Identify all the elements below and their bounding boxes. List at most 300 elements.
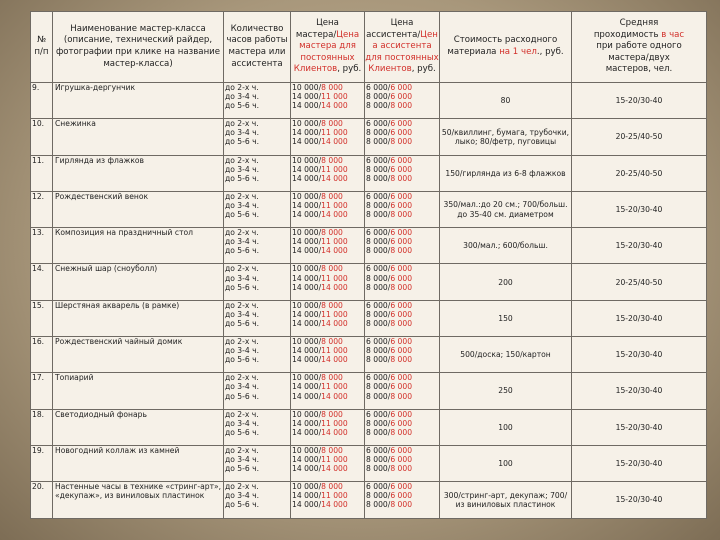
duration-value: до 2-х ч. [225, 83, 259, 92]
price-regular: 6 000 [390, 382, 413, 392]
row-number: 17. [31, 373, 53, 409]
duration-value: до 3-4 ч. [225, 273, 260, 283]
price-regular: 14 000 [321, 137, 348, 147]
price-regular: 6 000 [390, 346, 413, 356]
assistant-price-cell [365, 155, 440, 191]
price-line [365, 419, 439, 428]
assistant-price-cell [365, 409, 440, 445]
price-regular: 6 000 [390, 228, 413, 238]
table-row [31, 83, 707, 119]
master-class-link[interactable]: Снежинка [53, 119, 224, 155]
price-base: 10 000/ [292, 264, 322, 274]
price-base: 8 000/ [366, 318, 391, 328]
price-line [365, 392, 439, 401]
material-cost: 100 [440, 445, 572, 481]
price-base: 8 000/ [366, 491, 391, 501]
master-price-cell [291, 337, 365, 373]
price-regular: 11 000 [321, 273, 348, 283]
price-line [291, 428, 364, 437]
price-line [291, 455, 364, 464]
price-line [291, 310, 364, 319]
price-regular: 14 000 [321, 210, 348, 220]
price-line [365, 174, 439, 183]
price-base: 14 000/ [292, 382, 322, 392]
master-price-cell [291, 191, 365, 227]
master-price-cell [291, 264, 365, 300]
row-number: 14. [31, 264, 53, 300]
row-number: 11. [31, 155, 53, 191]
price-line [291, 210, 364, 219]
master-class-link[interactable]: Композиция на праздничный стол [53, 228, 224, 264]
price-base: 8 000/ [366, 355, 391, 365]
price-base: 6 000/ [366, 83, 391, 92]
price-line [365, 319, 439, 328]
price-base: 14 000/ [292, 309, 322, 319]
price-regular: 6 000 [390, 119, 413, 129]
price-base: 8 000/ [366, 128, 391, 138]
price-base: 8 000/ [366, 391, 391, 401]
price-base: 6 000/ [366, 482, 391, 492]
price-line [291, 446, 364, 455]
assistant-price-cell [365, 373, 440, 409]
header-capacity: Средняя проходимость в час при работе одного мастера/двух мастеров, чел. [572, 12, 707, 83]
price-base: 6 000/ [366, 373, 391, 383]
price-base: 6 000/ [366, 228, 391, 238]
price-base: 14 000/ [292, 101, 322, 111]
price-regular: 8 000 [390, 391, 413, 401]
header-material: Стоимость расходного материала на 1 чел., руб. [440, 12, 572, 83]
assistant-price-cell [365, 482, 440, 518]
table-row [31, 337, 707, 373]
price-line [365, 482, 439, 491]
price-line [365, 128, 439, 137]
price-base: 10 000/ [292, 445, 322, 455]
table-row [31, 155, 707, 191]
capacity-value: 15-20/30-40 [572, 445, 707, 481]
duration-cell [224, 300, 291, 336]
price-base: 8 000/ [366, 200, 391, 210]
price-base: 6 000/ [366, 119, 391, 129]
price-table-sheet [30, 11, 706, 518]
price-base: 14 000/ [292, 427, 322, 437]
price-regular: 14 000 [321, 464, 348, 474]
price-base: 14 000/ [292, 455, 322, 465]
assistant-price-cell [365, 83, 440, 119]
price-regular: 6 000 [390, 128, 413, 138]
price-regular: 11 000 [321, 309, 348, 319]
price-regular: 6 000 [390, 418, 413, 428]
price-base: 8 000/ [366, 164, 391, 174]
price-base: 8 000/ [366, 92, 391, 102]
price-line [365, 382, 439, 391]
price-line [365, 264, 439, 273]
table-row [31, 228, 707, 264]
master-class-link[interactable]: Топиарий [53, 373, 224, 409]
price-line [291, 119, 364, 128]
duration-cell [224, 191, 291, 227]
price-regular: 6 000 [390, 445, 413, 455]
price-line [291, 156, 364, 165]
table-row [31, 264, 707, 300]
material-cost: 100 [440, 409, 572, 445]
price-base: 8 000/ [366, 101, 391, 111]
price-line [365, 500, 439, 509]
price-line [365, 156, 439, 165]
duration-value: до 3-4 ч. [225, 309, 260, 319]
price-base: 8 000/ [366, 455, 391, 465]
price-regular: 6 000 [390, 337, 413, 347]
price-line [365, 165, 439, 174]
duration-cell [224, 445, 291, 481]
price-line [291, 491, 364, 500]
capacity-value: 15-20/30-40 [572, 482, 707, 518]
capacity-value: 20-25/40-50 [572, 264, 707, 300]
price-line [365, 119, 439, 128]
price-regular: 8 000 [321, 482, 343, 492]
price-regular: 8 000 [321, 300, 343, 310]
master-price-cell [291, 409, 365, 445]
capacity-value: 15-20/30-40 [572, 409, 707, 445]
header-hours: Количество часов работы мастера или ассистента [224, 12, 291, 83]
price-regular: 8 000 [321, 409, 343, 419]
price-regular: 8 000 [321, 228, 343, 238]
price-line [291, 464, 364, 473]
price-base: 14 000/ [292, 355, 322, 365]
price-line [365, 192, 439, 201]
row-number: 20. [31, 482, 53, 518]
price-regular: 6 000 [390, 300, 413, 310]
price-line [291, 237, 364, 246]
price-base: 8 000/ [366, 418, 391, 428]
price-regular: 6 000 [390, 164, 413, 174]
price-regular: 8 000 [390, 355, 413, 365]
price-regular: 8 000 [321, 264, 343, 274]
master-class-link[interactable]: Новогодний коллаж из камней [53, 445, 224, 481]
assistant-price-cell [365, 264, 440, 300]
price-line [291, 355, 364, 364]
row-number: 19. [31, 445, 53, 481]
price-regular: 8 000 [321, 191, 343, 201]
price-base: 6 000/ [366, 155, 391, 165]
price-line [365, 446, 439, 455]
duration-value: до 5-6 ч. [225, 246, 260, 256]
price-base: 14 000/ [292, 200, 322, 210]
price-base: 14 000/ [292, 391, 322, 401]
price-regular: 6 000 [390, 200, 413, 210]
material-cost: 50/квиллинг, бумага, трубочки, лыко; 80/фетр, пуговицы [440, 119, 572, 155]
price-line [291, 301, 364, 310]
duration-value: до 3-4 ч. [225, 455, 260, 465]
header-master-price: Цена мастера/Цена мастера для постоянных Клиентов, руб. [291, 12, 365, 83]
duration-value: до 2-х ч. [225, 264, 259, 274]
price-base: 8 000/ [366, 246, 391, 256]
price-regular: 14 000 [321, 500, 348, 510]
price-line [291, 101, 364, 110]
duration-cell [224, 373, 291, 409]
price-base: 10 000/ [292, 300, 322, 310]
material-cost: 250 [440, 373, 572, 409]
price-line [291, 92, 364, 101]
price-regular: 6 000 [390, 409, 413, 419]
price-base: 8 000/ [366, 173, 391, 183]
price-line [365, 83, 439, 92]
price-base: 6 000/ [366, 445, 391, 455]
price-line [365, 455, 439, 464]
row-number: 10. [31, 119, 53, 155]
price-line [291, 319, 364, 328]
price-line [365, 410, 439, 419]
price-base: 14 000/ [292, 137, 322, 147]
table-row [31, 373, 707, 409]
price-base: 14 000/ [292, 491, 322, 501]
price-base: 10 000/ [292, 337, 322, 347]
table-row [31, 482, 707, 518]
duration-value: до 3-4 ч. [225, 237, 260, 247]
price-regular: 8 000 [390, 282, 413, 292]
master-price-cell [291, 83, 365, 119]
duration-value: до 2-х ч. [225, 373, 259, 383]
price-line [291, 201, 364, 210]
price-base: 14 000/ [292, 418, 322, 428]
duration-value: до 3-4 ч. [225, 346, 260, 356]
price-base: 14 000/ [292, 273, 322, 283]
price-regular: 6 000 [390, 482, 413, 492]
duration-value: до 3-4 ч. [225, 92, 260, 102]
price-line [291, 482, 364, 491]
duration-cell [224, 155, 291, 191]
duration-value: до 2-х ч. [225, 300, 259, 310]
price-base: 8 000/ [366, 137, 391, 147]
table-row [31, 300, 707, 336]
price-regular: 8 000 [390, 318, 413, 328]
price-base: 14 000/ [292, 237, 322, 247]
price-regular: 11 000 [321, 237, 348, 247]
price-line [291, 228, 364, 237]
price-base: 8 000/ [366, 346, 391, 356]
master-price-cell [291, 300, 365, 336]
price-base: 8 000/ [366, 464, 391, 474]
row-number: 12. [31, 191, 53, 227]
price-regular: 6 000 [390, 83, 413, 92]
master-class-link[interactable]: Шерстяная акварель (в рамке) [53, 300, 224, 336]
price-regular: 8 000 [321, 119, 343, 129]
price-line [365, 346, 439, 355]
price-line [291, 83, 364, 92]
material-cost: 80 [440, 83, 572, 119]
price-regular: 14 000 [321, 355, 348, 365]
duration-value: до 5-6 ч. [225, 210, 260, 220]
duration-value: до 5-6 ч. [225, 391, 260, 401]
assistant-price-cell [365, 337, 440, 373]
price-base: 8 000/ [366, 382, 391, 392]
material-cost: 500/доска; 150/картон [440, 337, 572, 373]
price-line [365, 491, 439, 500]
price-line [291, 165, 364, 174]
duration-value: до 5-6 ч. [225, 137, 260, 147]
price-base: 6 000/ [366, 300, 391, 310]
price-regular: 14 000 [321, 173, 348, 183]
price-line [365, 310, 439, 319]
duration-value: до 5-6 ч. [225, 500, 260, 510]
row-number: 15. [31, 300, 53, 336]
price-regular: 11 000 [321, 491, 348, 501]
duration-cell [224, 337, 291, 373]
master-price-cell [291, 482, 365, 518]
duration-value: до 5-6 ч. [225, 318, 260, 328]
price-regular: 11 000 [321, 164, 348, 174]
row-number: 13. [31, 228, 53, 264]
master-price-cell [291, 228, 365, 264]
price-line [365, 246, 439, 255]
price-regular: 8 000 [321, 445, 343, 455]
assistant-price-cell [365, 191, 440, 227]
price-line [291, 500, 364, 509]
price-base: 8 000/ [366, 427, 391, 437]
row-number: 16. [31, 337, 53, 373]
price-line [365, 201, 439, 210]
material-cost: 350/мал.:до 20 см.; 700/больш. до 35-40 см. диаметром [440, 191, 572, 227]
price-regular: 6 000 [390, 237, 413, 247]
material-cost: 200 [440, 264, 572, 300]
price-line [365, 428, 439, 437]
capacity-value: 15-20/30-40 [572, 300, 707, 336]
price-regular: 8 000 [390, 137, 413, 147]
price-regular: 14 000 [321, 101, 348, 111]
price-line [365, 228, 439, 237]
price-base: 10 000/ [292, 373, 322, 383]
price-regular: 8 000 [321, 337, 343, 347]
duration-cell [224, 409, 291, 445]
price-regular: 6 000 [390, 373, 413, 383]
duration-value: до 2-х ч. [225, 337, 259, 347]
price-line [291, 264, 364, 273]
price-base: 14 000/ [292, 318, 322, 328]
price-line [365, 210, 439, 219]
duration-value: до 2-х ч. [225, 191, 259, 201]
price-line [365, 101, 439, 110]
master-class-link[interactable]: Снежный шар (сноуболл) [53, 264, 224, 300]
duration-value: до 3-4 ч. [225, 418, 260, 428]
price-base: 8 000/ [366, 500, 391, 510]
duration-value: до 3-4 ч. [225, 382, 260, 392]
price-regular: 11 000 [321, 128, 348, 138]
price-line [291, 283, 364, 292]
duration-cell [224, 264, 291, 300]
master-class-link[interactable]: Рождественский венок [53, 191, 224, 227]
price-base: 14 000/ [292, 246, 322, 256]
price-line [291, 337, 364, 346]
price-regular: 11 000 [321, 418, 348, 428]
material-cost: 300/стринг-арт, декупаж; 700/из виниловых пластинок [440, 482, 572, 518]
header-assistant-price: Цена ассистента/Цен а ассистента для постоянных Клиентов, руб. [365, 12, 440, 83]
price-line [365, 274, 439, 283]
price-line [365, 337, 439, 346]
price-regular: 11 000 [321, 382, 348, 392]
price-regular: 6 000 [390, 491, 413, 501]
price-line [291, 392, 364, 401]
master-class-link[interactable]: Светодиодный фонарь [53, 409, 224, 445]
duration-value: до 2-х ч. [225, 445, 259, 455]
master-class-link[interactable]: Рождественский чайный домик [53, 337, 224, 373]
master-class-link[interactable]: Настенные часы в технике «стринг-арт», «декупаж», из виниловых пластинок [53, 482, 224, 518]
price-line [291, 137, 364, 146]
price-regular: 6 000 [390, 92, 413, 102]
price-regular: 8 000 [321, 83, 343, 92]
assistant-price-cell [365, 228, 440, 264]
price-line [291, 174, 364, 183]
material-cost: 300/мал.; 600/больш. [440, 228, 572, 264]
price-base: 10 000/ [292, 119, 322, 129]
capacity-value: 15-20/30-40 [572, 228, 707, 264]
price-line [291, 192, 364, 201]
duration-value: до 3-4 ч. [225, 128, 260, 138]
duration-value: до 2-х ч. [225, 409, 259, 419]
price-regular: 11 000 [321, 455, 348, 465]
duration-cell [224, 119, 291, 155]
table-row [31, 445, 707, 481]
price-regular: 11 000 [321, 346, 348, 356]
duration-value: до 2-х ч. [225, 119, 259, 129]
price-regular: 8 000 [390, 427, 413, 437]
price-regular: 6 000 [390, 455, 413, 465]
master-class-link[interactable]: Гирлянда из флажков [53, 155, 224, 191]
price-base: 14 000/ [292, 464, 322, 474]
capacity-value: 20-25/40-50 [572, 155, 707, 191]
price-line [291, 346, 364, 355]
price-line [291, 419, 364, 428]
price-base: 14 000/ [292, 210, 322, 220]
capacity-value: 15-20/30-40 [572, 373, 707, 409]
price-regular: 8 000 [390, 173, 413, 183]
price-line [365, 237, 439, 246]
price-base: 10 000/ [292, 83, 322, 92]
price-base: 10 000/ [292, 482, 322, 492]
master-class-link[interactable]: Игрушка-дергунчик [53, 83, 224, 119]
price-regular: 8 000 [390, 500, 413, 510]
price-regular: 6 000 [390, 191, 413, 201]
master-price-cell [291, 373, 365, 409]
price-base: 8 000/ [366, 282, 391, 292]
price-line [291, 128, 364, 137]
duration-value: до 3-4 ч. [225, 200, 260, 210]
header-row [31, 12, 707, 83]
price-regular: 8 000 [390, 246, 413, 256]
price-base: 10 000/ [292, 191, 322, 201]
price-regular: 14 000 [321, 391, 348, 401]
master-price-cell [291, 119, 365, 155]
capacity-value: 15-20/30-40 [572, 191, 707, 227]
material-cost: 150 [440, 300, 572, 336]
assistant-price-cell [365, 119, 440, 155]
price-base: 14 000/ [292, 92, 322, 102]
price-base: 14 000/ [292, 500, 322, 510]
duration-cell [224, 482, 291, 518]
table-row [31, 409, 707, 445]
price-base: 6 000/ [366, 337, 391, 347]
price-base: 10 000/ [292, 228, 322, 238]
duration-value: до 5-6 ч. [225, 355, 260, 365]
duration-value: до 2-х ч. [225, 228, 259, 238]
price-base: 10 000/ [292, 155, 322, 165]
price-regular: 11 000 [321, 92, 348, 102]
price-base: 14 000/ [292, 173, 322, 183]
duration-value: до 5-6 ч. [225, 464, 260, 474]
price-regular: 14 000 [321, 282, 348, 292]
assistant-price-cell [365, 300, 440, 336]
master-price-cell [291, 445, 365, 481]
material-cost: 150/гирлянда из 6-8 флажков [440, 155, 572, 191]
price-base: 8 000/ [366, 237, 391, 247]
